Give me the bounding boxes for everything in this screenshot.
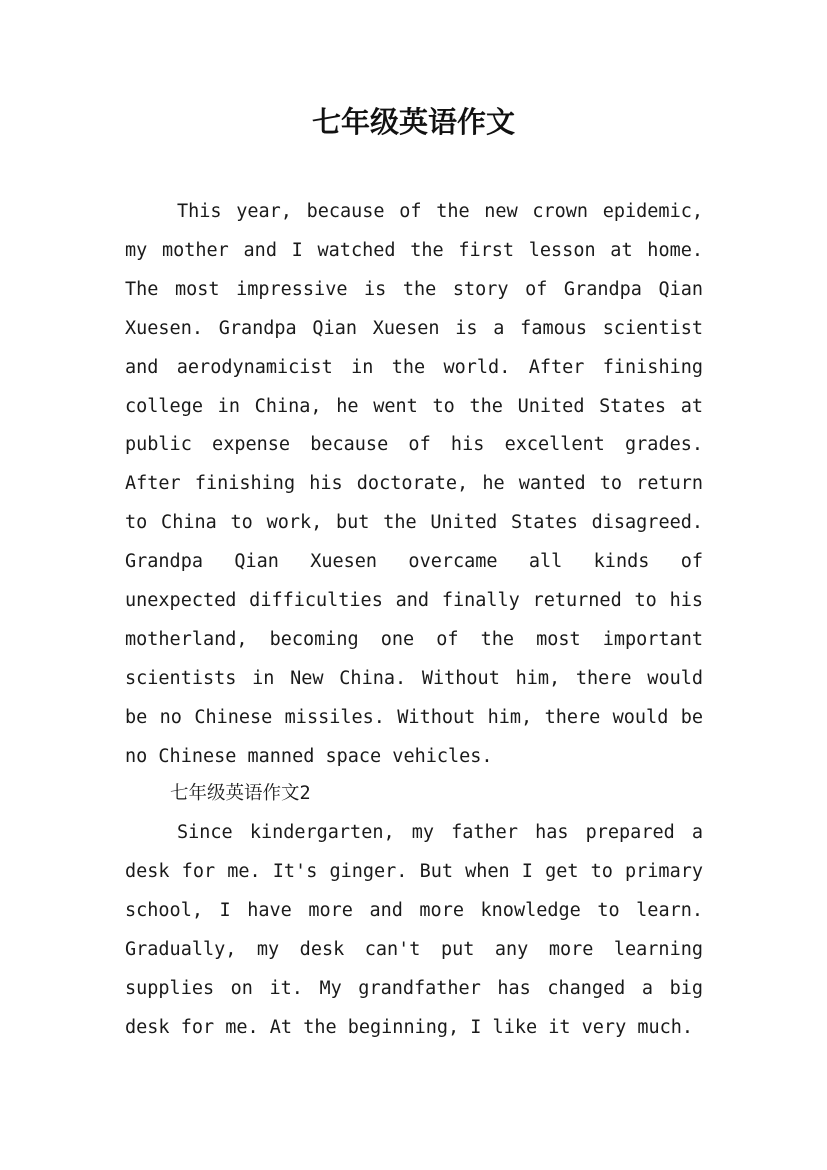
document-title: 七年级英语作文 — [311, 105, 515, 139]
essay-paragraph: Since kindergarten, my father has prepared a desk for me. It's ginger. But when I get to primary school, I have more and more knowledge to learn. Gradually, my desk can't put any more learning supplies on it. My grandfather has changed a big desk for me. At the beginning, I like it very much. — [125, 822, 703, 1038]
essay-paragraph: This year, because of the new crown epidemic, my mother and I watched the first lesson at home. The most impressive is the story of Grandpa Qian Xuesen. Grandpa Qian Xuesen is a famous scientist and aerodynamicist in the world. After finishing college in China, he went to the United States at public expense because of his excellent grades. After finishing his doctorate, he wanted to return to China to work, but the United States disagreed. Grandpa Qian Xuesen overcame all kinds of unexpected difficulties and finally returned to his motherland, becoming one of the most important scientists in New China. Without him, there would be no Chinese missiles. Without him, there would be no Chinese manned space vehicles. — [125, 201, 703, 767]
section-heading: 七年级英语作文2 — [170, 783, 311, 804]
